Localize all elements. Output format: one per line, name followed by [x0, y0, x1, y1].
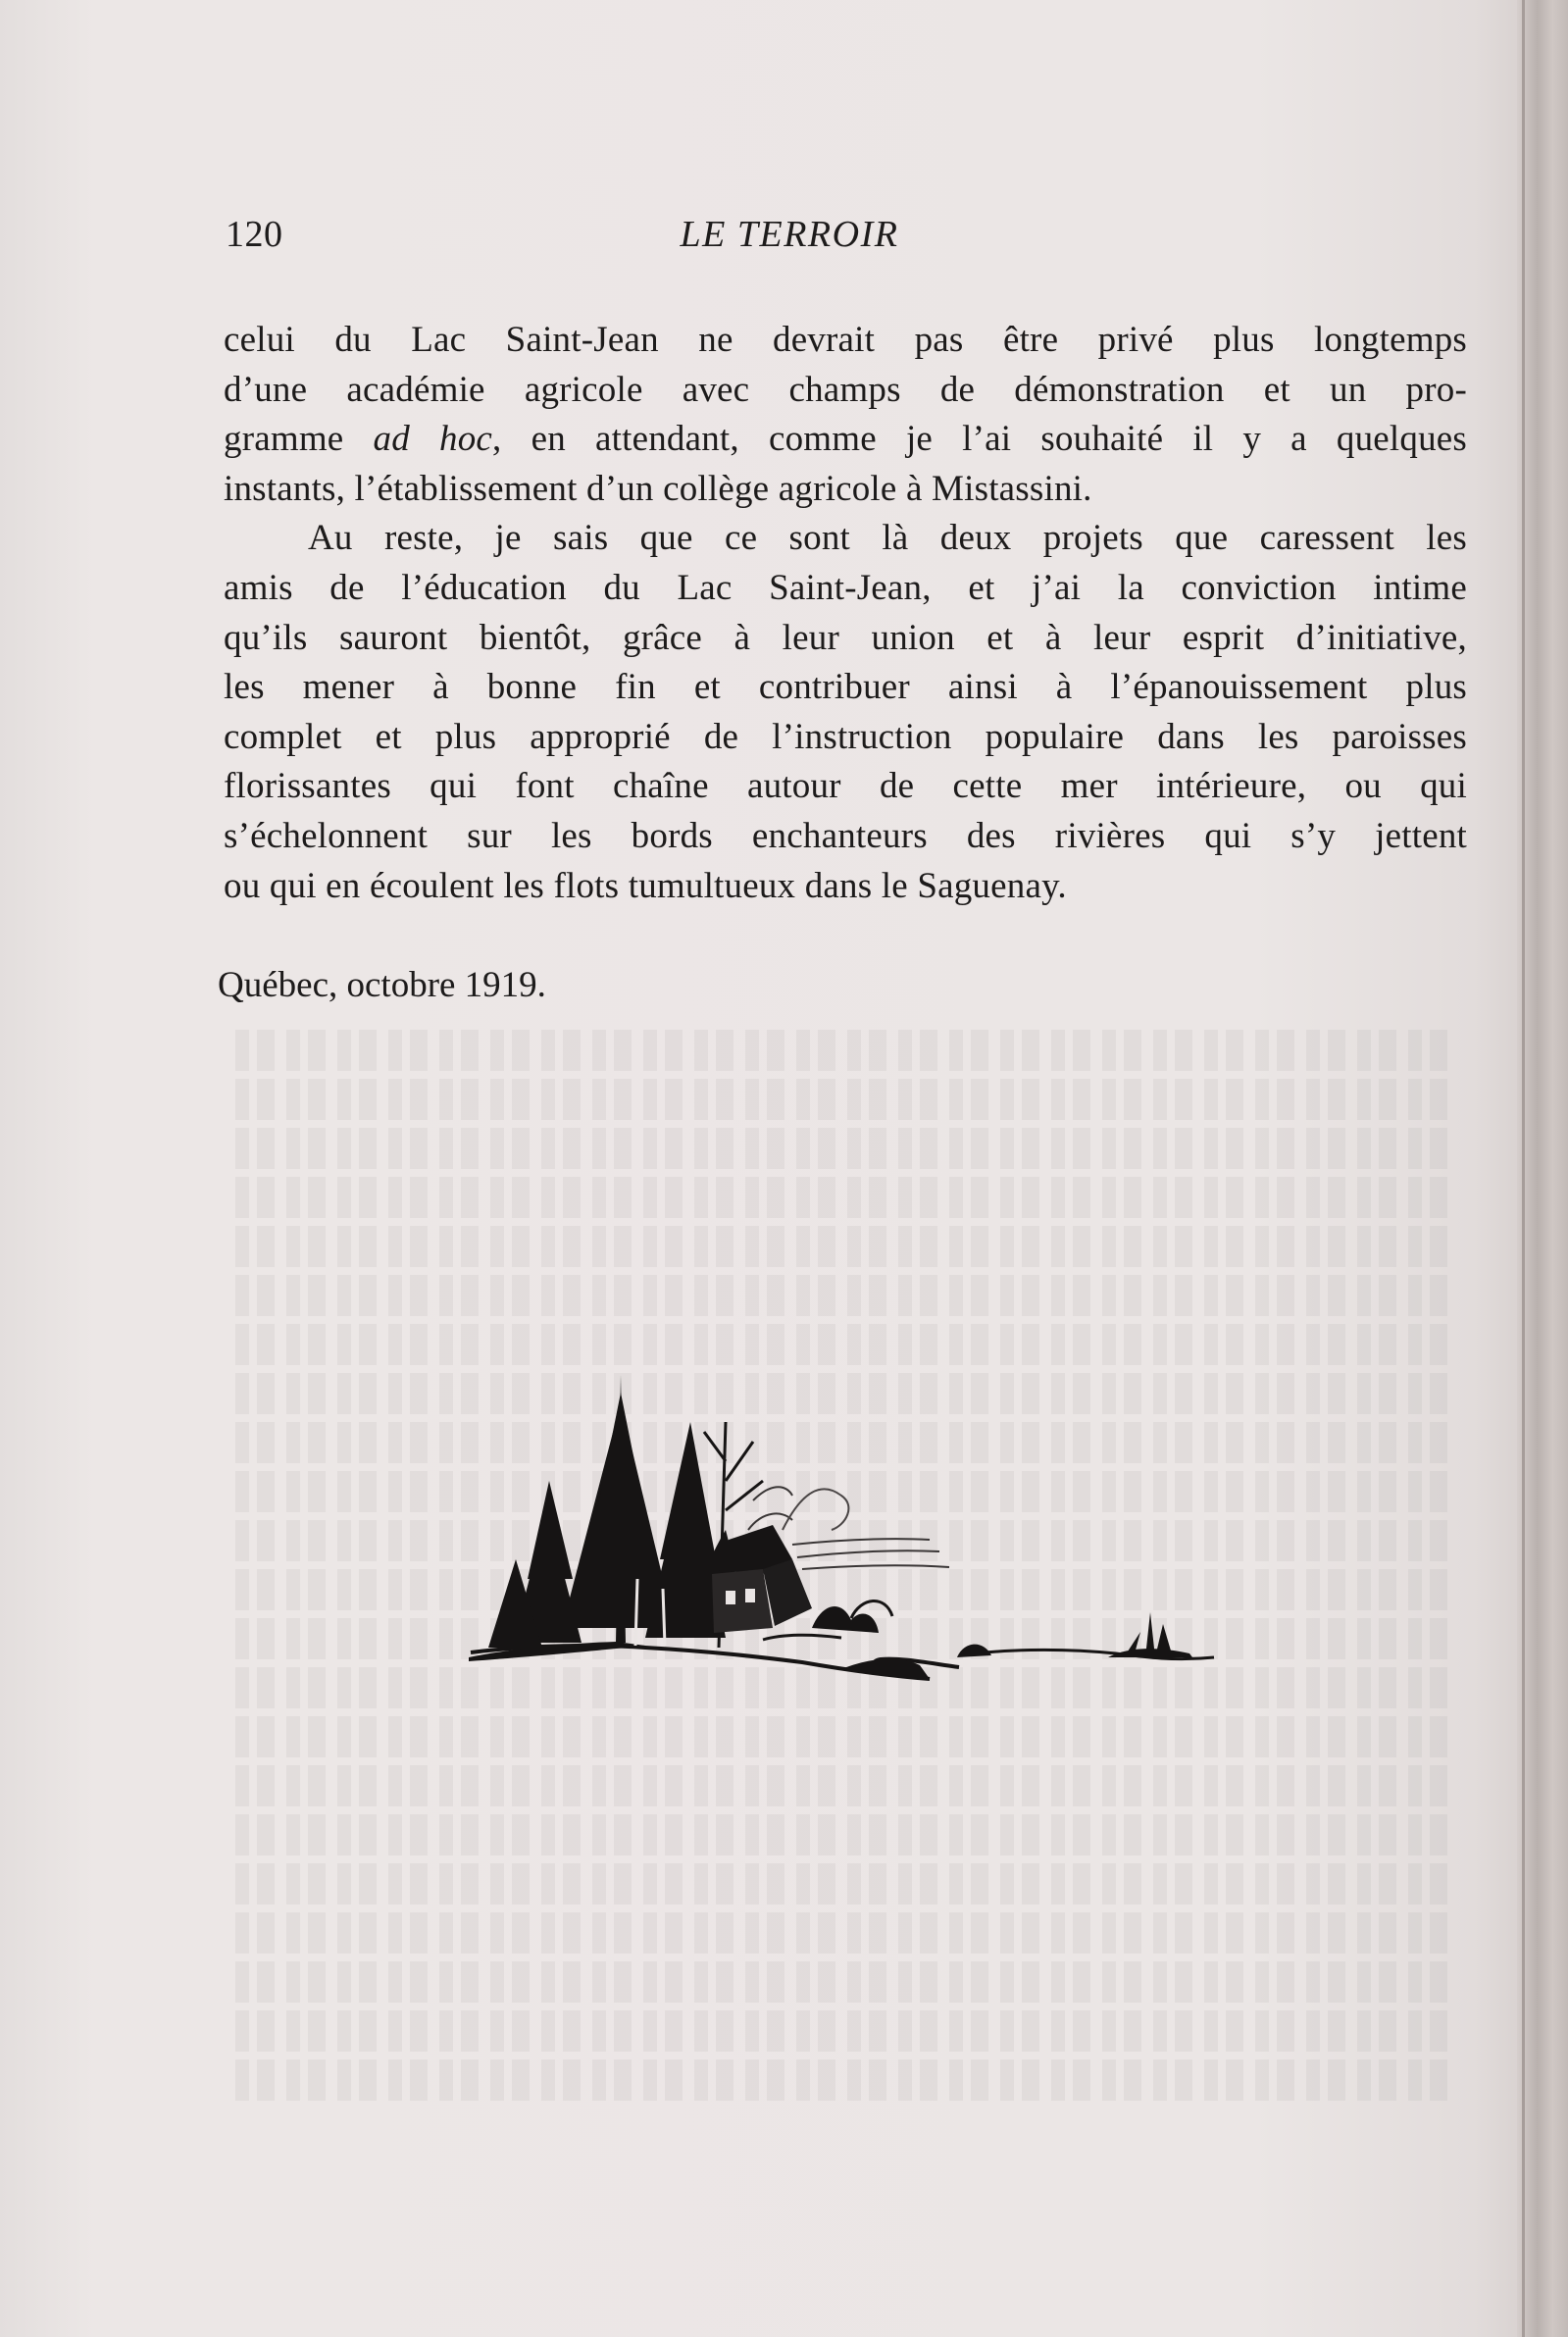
italic-term: ad hoc: [373, 419, 493, 460]
text-line: s’échelonnent sur les bords enchanteurs des rivières qui s’y jettent: [224, 815, 1467, 856]
body-text: [224, 316, 1467, 911]
text-line: d’une académie agricole avec champs de démonstration et un pro-: [224, 369, 1467, 410]
running-head: LE TERROIR: [680, 214, 899, 255]
text-line: celui du Lac Saint-Jean ne devrait pas être privé plus longtemps: [224, 320, 1467, 360]
text-line: ou qui en écoulent les flots tumultueux dans le Saguenay.: [224, 865, 1067, 906]
text-segment: gramme: [224, 419, 374, 460]
signoff-date: Québec, octobre 1919.: [218, 965, 546, 1005]
page-number: 120: [226, 214, 283, 255]
text-line: instants, l’établissement d’un collège agricole à Mistassini.: [224, 468, 1092, 509]
gutter-edge: [1522, 0, 1525, 2337]
text-line: florissantes qui font chaîne autour de cette mer intérieure, ou qui: [224, 766, 1467, 807]
paragraph-2: [224, 514, 1467, 911]
text-segment: , en attendant, comme je l’ai souhaité il y a quelques: [492, 419, 1467, 460]
paragraph-1: [224, 316, 1467, 514]
text-line: complet et plus approprié de l’instruction populaire dans les paroisses: [224, 716, 1467, 757]
text-line: amis de l’éducation du Lac Saint-Jean, et j’ai la conviction intime: [224, 567, 1467, 608]
text-line: qu’ils sauront bientôt, grâce à leur union et à leur esprit d’initiative,: [224, 617, 1467, 658]
winter-landscape-vignette-icon: [469, 1363, 1234, 1687]
text-line: Au reste, je sais que ce sont là deux projets que caressent les: [308, 518, 1467, 559]
text-line: [224, 415, 1467, 465]
text-line: les mener à bonne fin et contribuer ainsi à l’épanouissement plus: [224, 667, 1467, 708]
page-header: [226, 213, 1471, 262]
